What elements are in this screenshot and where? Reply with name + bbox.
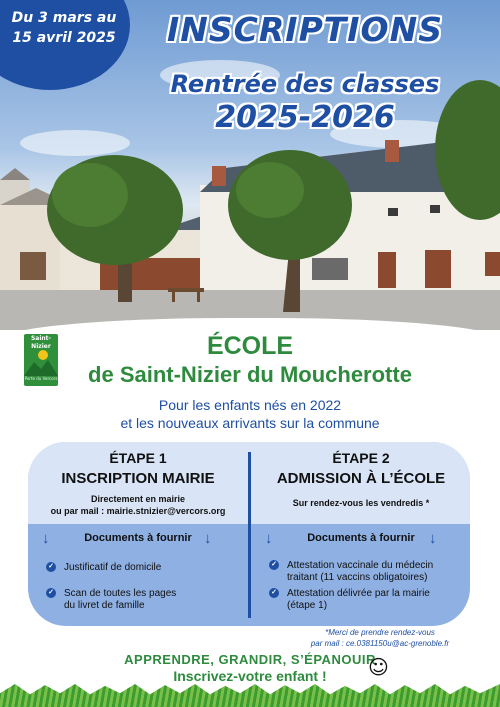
date-badge-line2: 15 avril 2025 (12, 30, 116, 46)
hero-photo (0, 0, 500, 330)
logo-name: Saint-Nizier (30, 335, 52, 350)
step-1-note-line1: Directement en mairie (90, 494, 186, 504)
list-item-line1: Justificatif de domicile (64, 562, 162, 573)
motto-line2: Inscrivez-votre enfant ! (173, 668, 327, 684)
step-1-note-line2: ou par mail : mairie.stnizier@vercors.org (50, 506, 226, 516)
check-circle-icon: ✓ (46, 588, 56, 598)
check-circle-icon: ✓ (269, 560, 279, 570)
steps-panel (28, 442, 470, 626)
school-name: de Saint-Nizier du Moucherotte (88, 362, 412, 387)
arrow-down-icon: ↓ (204, 530, 212, 547)
arrow-down-icon: ↓ (42, 530, 50, 547)
check-circle-icon: ✓ (269, 588, 279, 598)
date-badge-line1: Du 3 mars au (11, 10, 117, 26)
page-title: INSCRIPTIONS (167, 10, 443, 49)
list-item-line1: Attestation vaccinale du médecin (287, 560, 434, 571)
school-heading: ÉCOLE (206, 332, 294, 360)
smiley-icon: ☺ (368, 655, 389, 679)
step-2-title: ADMISSION À L’ÉCOLE (276, 470, 446, 487)
list-item-line2: du livret de famille (64, 600, 145, 611)
step-1-documents-header (28, 532, 248, 550)
step-1-title: INSCRIPTION MAIRIE (61, 470, 215, 487)
step-1-label: ÉTAPE 1 (109, 450, 167, 466)
motto-line1: APPRENDRE, GRANDIR, S’ÉPANOUIR (124, 652, 376, 667)
intro-line1: Pour les enfants nés en 2022 (158, 397, 342, 413)
step-2-note-line1: Sur rendez-vous les vendredis * (292, 498, 430, 508)
list-item-line2: traitant (11 vaccins obligatoires) (287, 572, 428, 583)
step-2-documents-label: Documents à fournir (307, 532, 415, 544)
step-2-label: ÉTAPE 2 (332, 450, 390, 466)
step-1 (28, 442, 248, 626)
step-2 (251, 442, 470, 626)
arrow-down-icon: ↓ (265, 530, 273, 547)
intro-line2: et les nouveaux arrivants sur la commune (120, 415, 380, 431)
list-item-line1: Scan de toutes les pages (64, 588, 177, 599)
footnote-line1: *Merci de prendre rendez-vous (325, 628, 435, 637)
list-item-line1: Attestation délivrée par la mairie (287, 588, 430, 599)
school-year: 2025-2026 (215, 100, 395, 135)
arrow-down-icon: ↓ (429, 530, 437, 547)
logo-tagline: Porte du Vercors (24, 376, 58, 381)
footnote-line2: par mail : ce.0381150u@ac-grenoble.fr (310, 639, 450, 648)
list-item-line2: (étape 1) (287, 600, 328, 611)
page-subtitle: Rentrée des classes (170, 70, 440, 98)
step-1-documents-label: Documents à fournir (84, 532, 192, 544)
step-2-documents-header (251, 532, 470, 550)
check-circle-icon: ✓ (46, 562, 56, 572)
